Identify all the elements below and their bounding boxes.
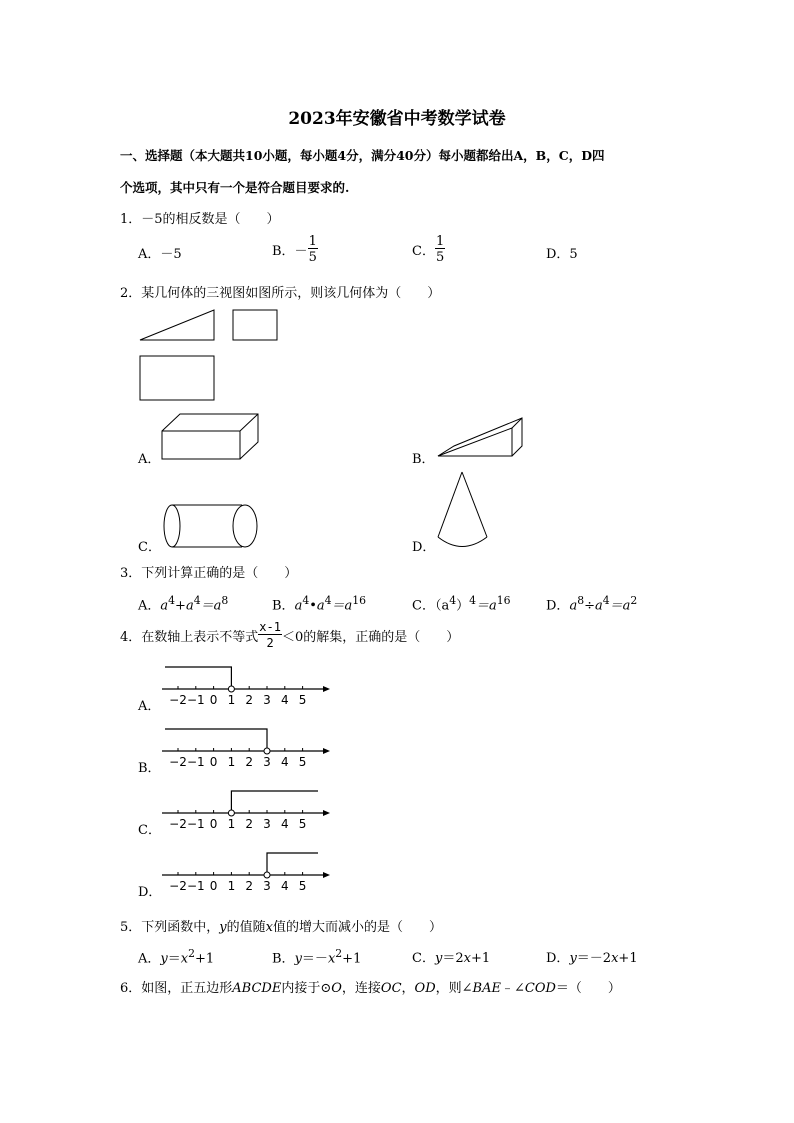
tick-label: 0 bbox=[209, 755, 218, 769]
tick-label: −2 bbox=[169, 879, 187, 893]
stem-part: 内接于⊙ bbox=[281, 981, 332, 996]
exp: 4 bbox=[193, 594, 201, 607]
var: BAE bbox=[472, 981, 501, 996]
option-label: C． bbox=[412, 951, 435, 966]
var: y bbox=[434, 951, 443, 966]
solution-set-bracket bbox=[165, 667, 231, 686]
q1-option-d: D．5 bbox=[546, 247, 578, 262]
solution-set-bracket bbox=[231, 791, 318, 810]
section-instruction-line2: 个选项，其中只有一个是符合题目要求的. bbox=[120, 180, 350, 195]
tick-label: 2 bbox=[245, 693, 254, 707]
solution-set-bracket bbox=[165, 729, 267, 748]
var: a bbox=[160, 598, 169, 614]
exp: 2 bbox=[188, 947, 195, 960]
fraction-denominator: 2 bbox=[266, 636, 274, 650]
var: a bbox=[569, 598, 578, 614]
tick-label: −2 bbox=[169, 693, 187, 707]
var: OC bbox=[380, 981, 402, 996]
exp: 4 bbox=[324, 594, 332, 607]
question-6-stem bbox=[120, 977, 621, 996]
exp: 2 bbox=[335, 947, 343, 960]
tick-label: −1 bbox=[186, 755, 205, 769]
number-line-d bbox=[162, 853, 330, 893]
op: ＝－ bbox=[301, 951, 328, 967]
var: a bbox=[294, 598, 303, 614]
question-5-stem bbox=[120, 916, 442, 935]
tick-label: 3 bbox=[263, 755, 271, 769]
stem-suffix: ＜0的解集，正确的是（ ） bbox=[281, 630, 460, 645]
tick-label: 1 bbox=[227, 755, 236, 769]
number-line-c bbox=[162, 791, 330, 831]
open-circle-point bbox=[228, 686, 234, 692]
option-label: B． bbox=[272, 951, 295, 967]
exp: 16 bbox=[352, 594, 367, 607]
question-2-stem: 2．某几何体的三视图如图所示，则该几何体为（ ） bbox=[120, 286, 441, 301]
var: x bbox=[265, 920, 273, 935]
stem-part: 值的增大而减小的是（ ） bbox=[273, 920, 443, 935]
fraction-numerator: x-1 bbox=[259, 620, 281, 634]
stem-prefix: 4．在数轴上表示不等式 bbox=[120, 630, 259, 645]
var: ＝a bbox=[476, 598, 497, 614]
question-3-stem: 3．下列计算正确的是（ ） bbox=[120, 566, 298, 581]
exp: 2 bbox=[630, 594, 638, 607]
var: •a bbox=[309, 598, 325, 614]
tick-label: 4 bbox=[280, 879, 289, 893]
tick-label: 0 bbox=[209, 817, 218, 831]
stem-part: 5．下列函数中， bbox=[120, 920, 220, 935]
axis-arrow bbox=[323, 748, 330, 754]
option-label: B． bbox=[272, 598, 295, 614]
q5-option-c bbox=[412, 947, 490, 966]
tick-label: 2 bbox=[245, 755, 254, 769]
fraction-denominator: 5 bbox=[435, 250, 445, 265]
open-circle-point bbox=[264, 872, 270, 878]
number-line-b bbox=[162, 729, 330, 769]
var: x bbox=[611, 951, 619, 966]
tick-label: −1 bbox=[186, 879, 205, 893]
var: ＝a bbox=[609, 598, 631, 614]
number-line-a bbox=[162, 667, 330, 707]
q1-option-b-prefix: B．－ bbox=[272, 244, 308, 259]
tick-label: 1 bbox=[227, 817, 236, 831]
q4-option-b-label: B． bbox=[138, 761, 161, 776]
tick-label: 0 bbox=[209, 879, 218, 893]
tick-label: 1 bbox=[227, 693, 236, 707]
var: COD bbox=[524, 981, 556, 996]
q2-option-a-label: A． bbox=[138, 452, 161, 467]
var: x bbox=[180, 951, 189, 967]
stem-part: ， bbox=[401, 981, 415, 996]
page-title: 2023年安徽省中考数学试卷 bbox=[288, 109, 506, 129]
exp: 8 bbox=[221, 594, 229, 607]
var: ÷a bbox=[584, 598, 603, 614]
stem-part: ，则∠ bbox=[435, 981, 473, 996]
var: x bbox=[463, 951, 471, 966]
tick-label: −2 bbox=[169, 817, 187, 831]
open-circle-point bbox=[228, 810, 234, 816]
fraction-numerator: 1 bbox=[435, 234, 445, 249]
op: ＝ bbox=[167, 951, 181, 967]
question-1-stem: 1．－5的相反数是（ ） bbox=[120, 212, 280, 227]
tick-label: 4 bbox=[280, 817, 289, 831]
q1-option-c-prefix: C． bbox=[412, 244, 435, 259]
var: x bbox=[327, 951, 336, 967]
tick-label: −1 bbox=[186, 693, 205, 707]
axis-arrow bbox=[323, 872, 330, 878]
var: ＝a bbox=[331, 598, 353, 614]
tick-label: 5 bbox=[298, 817, 307, 831]
paren: ） bbox=[456, 598, 470, 614]
q4-option-a-label: A． bbox=[138, 699, 161, 714]
tick-label: 5 bbox=[298, 755, 307, 769]
option-label: A． bbox=[138, 598, 161, 614]
q2-option-c-label: C． bbox=[138, 540, 161, 555]
tick-label: 0 bbox=[209, 693, 218, 707]
exp: 16 bbox=[496, 594, 511, 607]
fraction-numerator: 1 bbox=[308, 234, 317, 249]
q5-option-a bbox=[138, 947, 214, 966]
tick-label: 1 bbox=[227, 879, 236, 893]
fraction-denominator: 5 bbox=[308, 250, 317, 265]
tick-label: 5 bbox=[298, 879, 307, 893]
tick-label: 3 bbox=[263, 693, 271, 707]
axis-arrow bbox=[323, 686, 330, 692]
exp: 4 bbox=[168, 594, 176, 607]
tick-label: 3 bbox=[263, 879, 271, 893]
solution-set-bracket bbox=[267, 853, 318, 872]
stem-part: ＝（ ） bbox=[555, 981, 621, 996]
exp: 8 bbox=[577, 594, 585, 607]
op: +1 bbox=[342, 951, 362, 967]
var: y bbox=[160, 951, 168, 967]
var: y bbox=[219, 920, 227, 935]
option-label: A． bbox=[138, 951, 161, 967]
tick-label: 3 bbox=[263, 817, 271, 831]
stem-part: 6．如图，正五边形 bbox=[120, 981, 233, 996]
op: +1 bbox=[470, 951, 491, 966]
stem-part: ﹣∠ bbox=[500, 981, 525, 996]
var: +a bbox=[175, 598, 194, 614]
op: ＝2 bbox=[442, 951, 464, 966]
option-label: D． bbox=[546, 951, 570, 966]
var: y bbox=[569, 951, 577, 966]
exp: 4 bbox=[302, 594, 310, 607]
op: +1 bbox=[618, 951, 638, 966]
var: O bbox=[331, 981, 342, 996]
tick-label: 2 bbox=[245, 879, 254, 893]
var: ＝a bbox=[200, 598, 222, 614]
q4-option-d-label: D． bbox=[138, 885, 162, 900]
exp: 4 bbox=[469, 594, 476, 607]
tick-label: 2 bbox=[245, 817, 254, 831]
tick-label: 4 bbox=[280, 755, 289, 769]
stem-part: ，连接 bbox=[341, 981, 381, 996]
exp: 4 bbox=[602, 594, 610, 607]
op: +1 bbox=[195, 951, 215, 967]
option-label: D． bbox=[546, 598, 570, 614]
tick-label: −1 bbox=[186, 817, 205, 831]
q5-option-b bbox=[272, 947, 361, 966]
section-instruction-line1: 一、选择题（本大题共10小题，每小题4分，满分40分）每小题都给出A，B，C，D四 bbox=[120, 148, 605, 163]
var: OD bbox=[414, 981, 436, 996]
open-circle-point bbox=[264, 748, 270, 754]
tick-label: 4 bbox=[280, 693, 289, 707]
axis-arrow bbox=[323, 810, 330, 816]
q2-option-b-label: B． bbox=[412, 452, 435, 467]
var: ABCDE bbox=[232, 981, 282, 996]
tick-label: 5 bbox=[298, 693, 307, 707]
var: y bbox=[294, 951, 302, 967]
op: ＝－2 bbox=[576, 951, 612, 966]
exp: 4 bbox=[449, 594, 457, 607]
q5-option-d bbox=[546, 947, 638, 966]
q1-option-a: A．－5 bbox=[138, 247, 182, 262]
option-label: C．（a bbox=[412, 598, 450, 614]
stem-part: 的值随 bbox=[226, 920, 266, 935]
q2-option-d-label: D． bbox=[412, 540, 436, 555]
q4-option-c-label: C． bbox=[138, 823, 161, 838]
tick-label: −2 bbox=[169, 755, 187, 769]
